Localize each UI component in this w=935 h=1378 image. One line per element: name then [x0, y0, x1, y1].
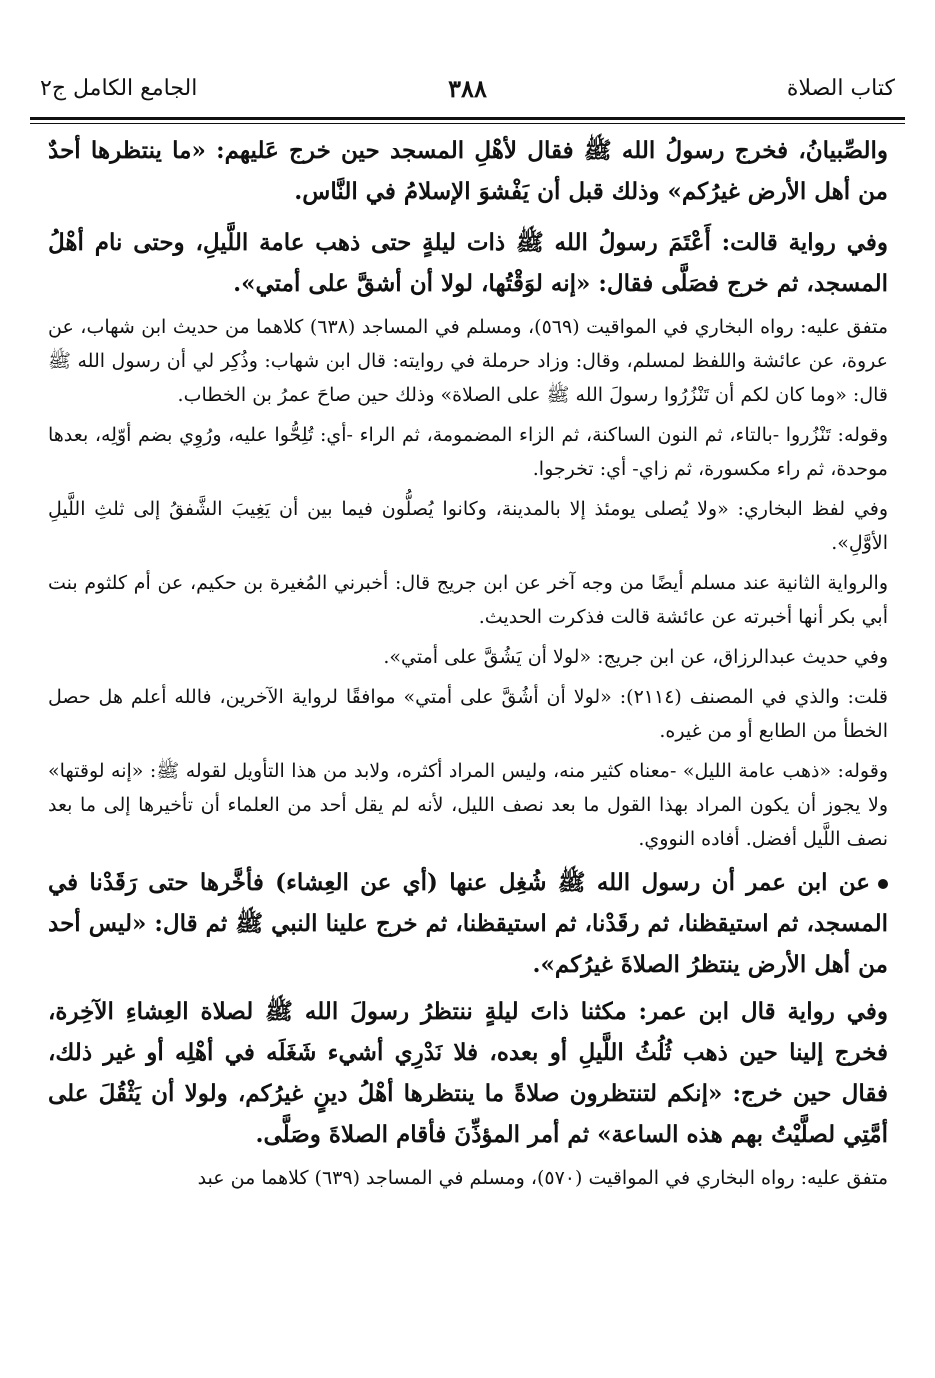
paragraph-text: وقوله: تَنْزُروا -بالتاء، ثم النون الساكنة، ثم الزاء المضمومة، ثم الراء -أي: تُلِحُّوا عليه، ورُوِي بضم أوّلِه، بعدها موحدة، ثم راء مكسورة، ثم زاي- أي: تخرجوا.: [48, 424, 888, 480]
paragraph-text: وفي لفظ البخاري: «ولا يُصلى يومئذ إلا بالمدينة، وكانوا يُصلُّون فيما بين أن يَغِيبَ الشَّفقُ إلى ثلثِ اللَّيلِ الأوَّلِ».: [48, 498, 888, 554]
paragraph-text: والرواية الثانية عند مسلم أيضًا من وجه آخر عن ابن جريج قال: أخبرني المُغيرة بن حكيم، عن أم كلثوم بنت أبي بكر أنها أخبرته عن عائشة قالت فذكرت الحديث.: [48, 572, 888, 628]
hadith-text-2: [48, 222, 888, 304]
hadith-text-3: [48, 862, 888, 985]
bullet-icon: [878, 879, 888, 889]
paragraph-text: قلت: والذي في المصنف (٢١١٤): «لولا أن أشُقَّ على أمتي» موافقًا لرواية الآخرين، فالله أعلم هل حصل الخطأ من الطابع أو من غيره.: [48, 686, 888, 742]
paragraph-text: متفق عليه: رواه البخاري في المواقيت (٥٦٩)، ومسلم في المساجد (٦٣٨) كلاهما من حديث ابن شهاب، عن عروة، عن عائشة واللفظ لمسلم، وقال: وزاد حرملة في روايته: قال ابن شهاب: وذُكِر لي أن رسول الله ﷺ قال: «وما كان لكم أن تَنْزُرُوا رسولَ الله ﷺ على الصلاة» وذلك حين صاحَ عمرُ بن الخطاب.: [48, 316, 888, 406]
paragraph-text: عن ابن عمر أن رسول الله ﷺ شُغِل عنها (أي عن العِشاء) فأخَّرها حتى رَقَدْنا في المسجد، ثم استيقظنا، ثم رقَدْنا، ثم استيقظنا، ثم خرج علينا النبي ﷺ ثم قال: «ليس أحد من أهل الأرض ينتظرُ الصلاةَ غيرُكم».: [48, 869, 888, 978]
paragraph-text: وقوله: «ذهب عامة الليل» -معناه كثير منه، وليس المراد أكثره، ولابد من هذا التأويل لقوله ﷺ: «إنه لوقتها» ولا يجوز أن يكون المراد بهذا القول ما بعد نصف الليل، لأنه لم يقل أحد من العلماء أن تأخيرها إلى ما بعد نصف اللَّيل أفضل. أفاده النووي.: [48, 760, 888, 850]
commentary-3: [48, 492, 888, 560]
paragraph-text: وفي رواية قال ابن عمر: مكثنا ذاتَ ليلةٍ ننتظرُ رسولَ الله ﷺ لصلاة العِشاءِ الآخِرة، فخرج إلينا حين ذهب ثُلُثُ اللَّيلِ أو بعده، فلا نَدْرِي أشيء شَغَلَه في أهْلِه أو غير ذلك، فقال حين خرج: «إنكم لتنتظرون صلاةً ما ينتظرها أهْلُ دينٍ غيرُكم، ولولا أن يَثْقُلَ على أمَّتِي لصلَّيْتُ بهم هذه الساعة» ثم أمر المؤذِّنَ فأقام الصلاةَ وصَلَّى.: [48, 998, 888, 1148]
commentary-2: [48, 418, 888, 486]
page-number: ٣٨٨: [448, 74, 487, 103]
page-header: [40, 70, 895, 110]
commentary-4: [48, 566, 888, 634]
commentary-8: [48, 1161, 888, 1195]
paragraph-text: وفي رواية قالت: أَعْتَمَ رسولُ الله ﷺ ذات ليلةٍ حتى ذهب عامة اللَّيلِ، وحتى نام أهْلُ المسجد، ثم خرج فصَلَّى فقال: «إنه لوَقْتُها، لولا أن أشقَّ على أمتي».: [48, 229, 888, 297]
commentary-6: [48, 680, 888, 748]
hadith-text-1: [48, 130, 888, 212]
page-body: [48, 130, 888, 1195]
paragraph-text: متفق عليه: رواه البخاري في المواقيت (٥٧٠)، ومسلم في المساجد (٦٣٩) كلاهما من عبد: [197, 1167, 888, 1189]
commentary-5: [48, 640, 888, 674]
commentary-7: [48, 754, 888, 856]
hadith-text-4: [48, 991, 888, 1155]
chapter-title: كتاب الصلاة: [786, 76, 895, 101]
header-rule-thick: [30, 117, 905, 120]
header-rule-thin: [30, 123, 905, 124]
paragraph-text: والصِّبيانُ، فخرج رسولُ الله ﷺ فقال لأهْلِ المسجد حين خرج عَليهم: «ما ينتظرها أحدٌ من أهل الأرض غيرُكم» وذلك قبل أن يَفْشوَ الإسلامُ في النَّاس.: [48, 137, 888, 205]
paragraph-text: وفي حديث عبدالرزاق، عن ابن جريج: «لولا أن يَشُقَّ على أمتي».: [383, 646, 888, 668]
commentary-1: [48, 310, 888, 412]
book-title: الجامع الكامل ج٢: [40, 76, 198, 101]
